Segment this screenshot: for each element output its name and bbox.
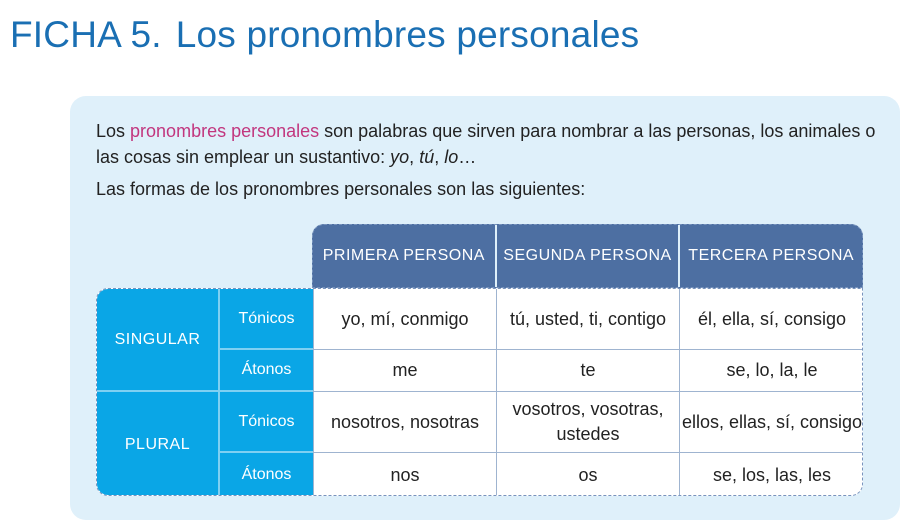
separator: , xyxy=(409,147,420,167)
table-cell: vosotros, vosotras, ustedes xyxy=(496,392,679,453)
header-primera-persona: PRIMERA PERSONA xyxy=(322,247,485,264)
table-cell: tú, usted, ti, contigo xyxy=(496,289,679,350)
intro-highlight: pronombres personales xyxy=(130,121,320,141)
table-cell: él, ella, sí, consigo xyxy=(679,289,863,350)
example-word: lo xyxy=(444,147,459,167)
title-text: Los pronombres personales xyxy=(175,14,640,55)
table-cell: yo, mí, conmigo xyxy=(313,289,496,350)
sub-tonicos: Tónicos xyxy=(218,289,313,350)
header-segunda-persona: SEGUNDA PERSONA xyxy=(495,225,679,287)
table-cell: se, lo, la, le xyxy=(679,350,863,392)
sub-tonicos: Tónicos xyxy=(218,392,313,453)
example-word: tú xyxy=(419,147,435,167)
pronoun-table xyxy=(96,288,863,496)
table-cell: nosotros, nosotras xyxy=(313,392,496,453)
intro-text: Los xyxy=(96,121,131,141)
table-header xyxy=(312,224,863,288)
table-cell: nos xyxy=(313,453,496,496)
intro-line-2: Las formas de los pronombres personales son las siguientes: xyxy=(96,179,586,199)
group-plural: PLURAL xyxy=(97,392,218,496)
table-cell: ellos, ellas, sí, consigo xyxy=(679,392,863,453)
intro-paragraph xyxy=(96,118,876,170)
page-title xyxy=(10,14,639,56)
group-singular: SINGULAR xyxy=(97,289,218,392)
sub-atonos: Átonos xyxy=(218,453,313,496)
separator: , xyxy=(434,147,445,167)
title-prefix: FICHA 5. xyxy=(10,14,162,55)
header-tercera-persona: TERCERA PERSONA xyxy=(678,225,862,287)
table-cell: me xyxy=(313,350,496,392)
intro-text: son palabras que sirven para nombrar a las personas, los animales o las cosas sin emplear un sustantivo: xyxy=(96,121,876,167)
table-cell: se, los, las, les xyxy=(679,453,863,496)
table-cell: os xyxy=(496,453,679,496)
sub-atonos: Átonos xyxy=(218,350,313,392)
ellipsis: … xyxy=(458,147,477,167)
table-cell: te xyxy=(496,350,679,392)
example-word: yo xyxy=(390,147,410,167)
